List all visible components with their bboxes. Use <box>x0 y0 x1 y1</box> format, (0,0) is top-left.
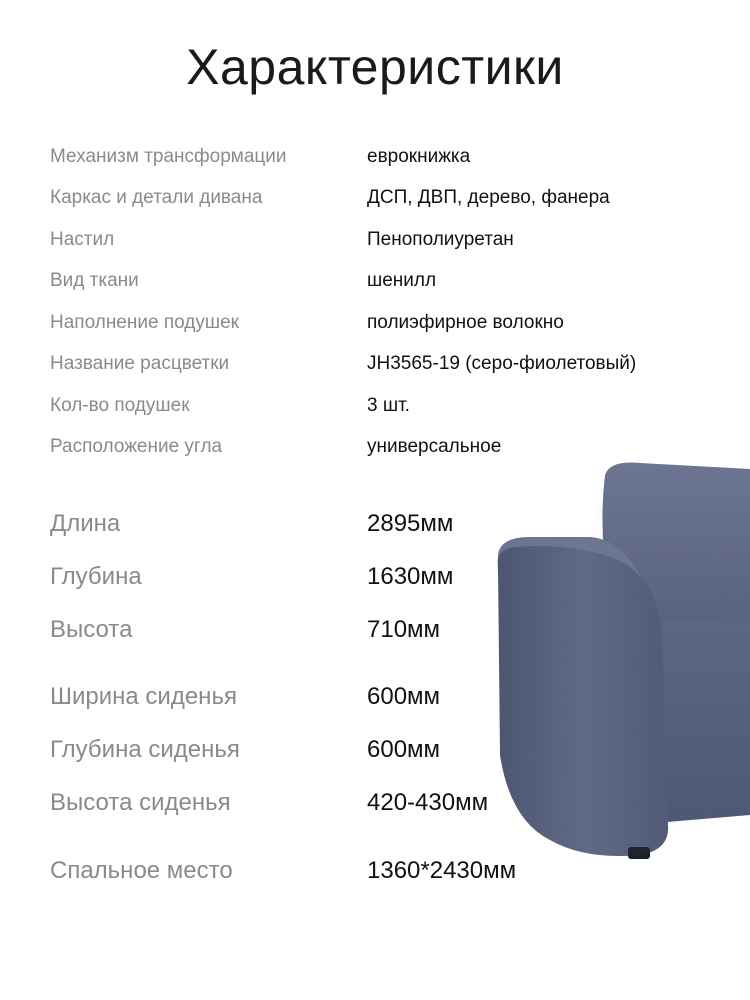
dim-value: 420-430мм <box>367 789 489 816</box>
dim-label: Ширина сиденья <box>50 683 237 710</box>
spec-value: ДСП, ДВП, дерево, фанера <box>367 187 610 208</box>
spec-label: Кол-во подушек <box>50 395 190 416</box>
spec-label: Каркас и детали дивана <box>50 187 263 208</box>
spec-value: шенилл <box>367 270 437 291</box>
dim-value: 600мм <box>367 736 441 763</box>
sofa-image <box>490 455 750 865</box>
dim-value: 1360*2430мм <box>367 857 517 884</box>
spec-label: Вид ткани <box>50 270 139 291</box>
dim-label: Длина <box>50 510 121 537</box>
spec-label: Название расцветки <box>50 353 230 374</box>
dim-value: 1630мм <box>367 563 454 590</box>
spec-label: Настил <box>50 229 115 250</box>
dim-label: Глубина <box>50 563 142 590</box>
spec-value: JH3565-19 (серо-фиолетовый) <box>367 353 637 374</box>
dim-label: Спальное место <box>50 857 233 884</box>
spec-value: полиэфирное волокно <box>367 312 564 333</box>
spec-value: 3 шт. <box>367 395 410 416</box>
spec-label: Расположение угла <box>50 436 223 457</box>
page-title: Характеристики <box>186 39 564 95</box>
spec-label: Наполнение подушек <box>50 312 239 333</box>
dim-label: Высота <box>50 616 133 643</box>
dim-label: Глубина сиденья <box>50 736 240 763</box>
dim-value: 600мм <box>367 683 441 710</box>
spec-value: Пенополиуретан <box>367 229 514 250</box>
dim-value: 710мм <box>367 616 441 643</box>
dim-value: 2895мм <box>367 510 454 537</box>
spec-value: универсальное <box>367 436 502 457</box>
spec-value: еврокнижка <box>367 146 471 167</box>
dim-label: Высота сиденья <box>50 789 231 816</box>
spec-label: Механизм трансформации <box>50 146 287 167</box>
